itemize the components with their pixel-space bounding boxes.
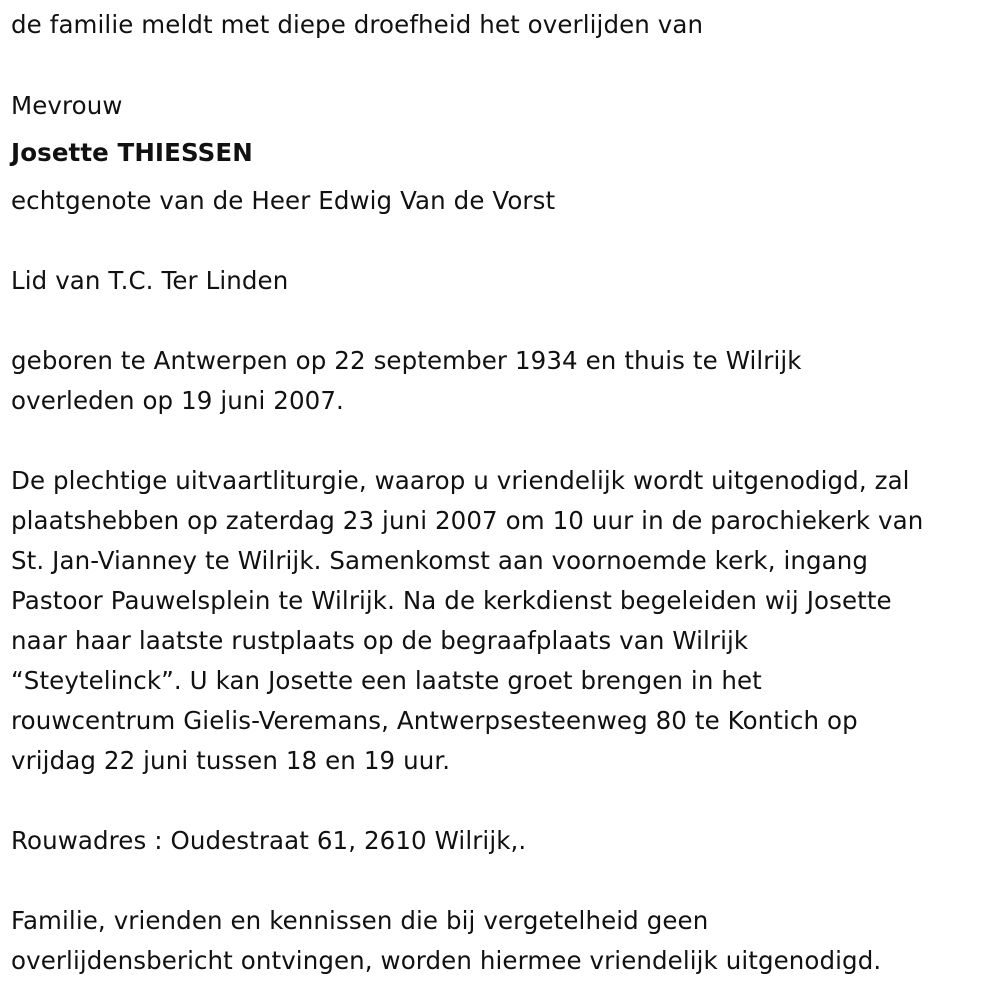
intro-text: de familie meldt met diepe droefheid het overlijden van [11, 10, 704, 39]
birth-line: geboren te Antwerpen op 22 september 1934 en thuis te Wilrijk [11, 346, 802, 375]
membership-text: Lid van T.C. Ter Linden [11, 266, 289, 295]
funeral-line: vrijdag 22 juni tussen 18 en 19 uur. [11, 746, 451, 775]
closing-line: overlijdensbericht ontvingen, worden hiermee vriendelijk uitgenodigd. [11, 946, 882, 975]
spouse-text: echtgenote van de Heer Edwig Van de Vorst [11, 186, 556, 215]
funeral-line: De plechtige uitvaartliturgie, waarop u vriendelijk wordt uitgenodigd, zal [11, 466, 910, 495]
funeral-line: Pastoor Pauwelsplein te Wilrijk. Na de kerkdienst begeleiden wij Josette [11, 586, 892, 615]
death-line: overleden op 19 juni 2007. [11, 386, 344, 415]
salutation: Mevrouw [11, 91, 123, 120]
funeral-line: naar haar laatste rustplaats op de begraafplaats van Wilrijk [11, 626, 749, 655]
funeral-line: “Steytelinck”. U kan Josette een laatste groet brengen in het [11, 666, 762, 695]
closing-line: Familie, vrienden en kennissen die bij vergetelheid geen [11, 906, 709, 935]
deceased-name: Josette THIESSEN [11, 138, 253, 167]
mourning-address: Rouwadres : Oudestraat 61, 2610 Wilrijk,. [11, 826, 527, 855]
funeral-line: plaatshebben op zaterdag 23 juni 2007 om 10 uur in de parochiekerk van [11, 506, 924, 535]
funeral-line: St. Jan-Vianney te Wilrijk. Samenkomst aan voornoemde kerk, ingang [11, 546, 869, 575]
funeral-line: rouwcentrum Gielis-Veremans, Antwerpsesteenweg 80 te Kontich op [11, 706, 858, 735]
